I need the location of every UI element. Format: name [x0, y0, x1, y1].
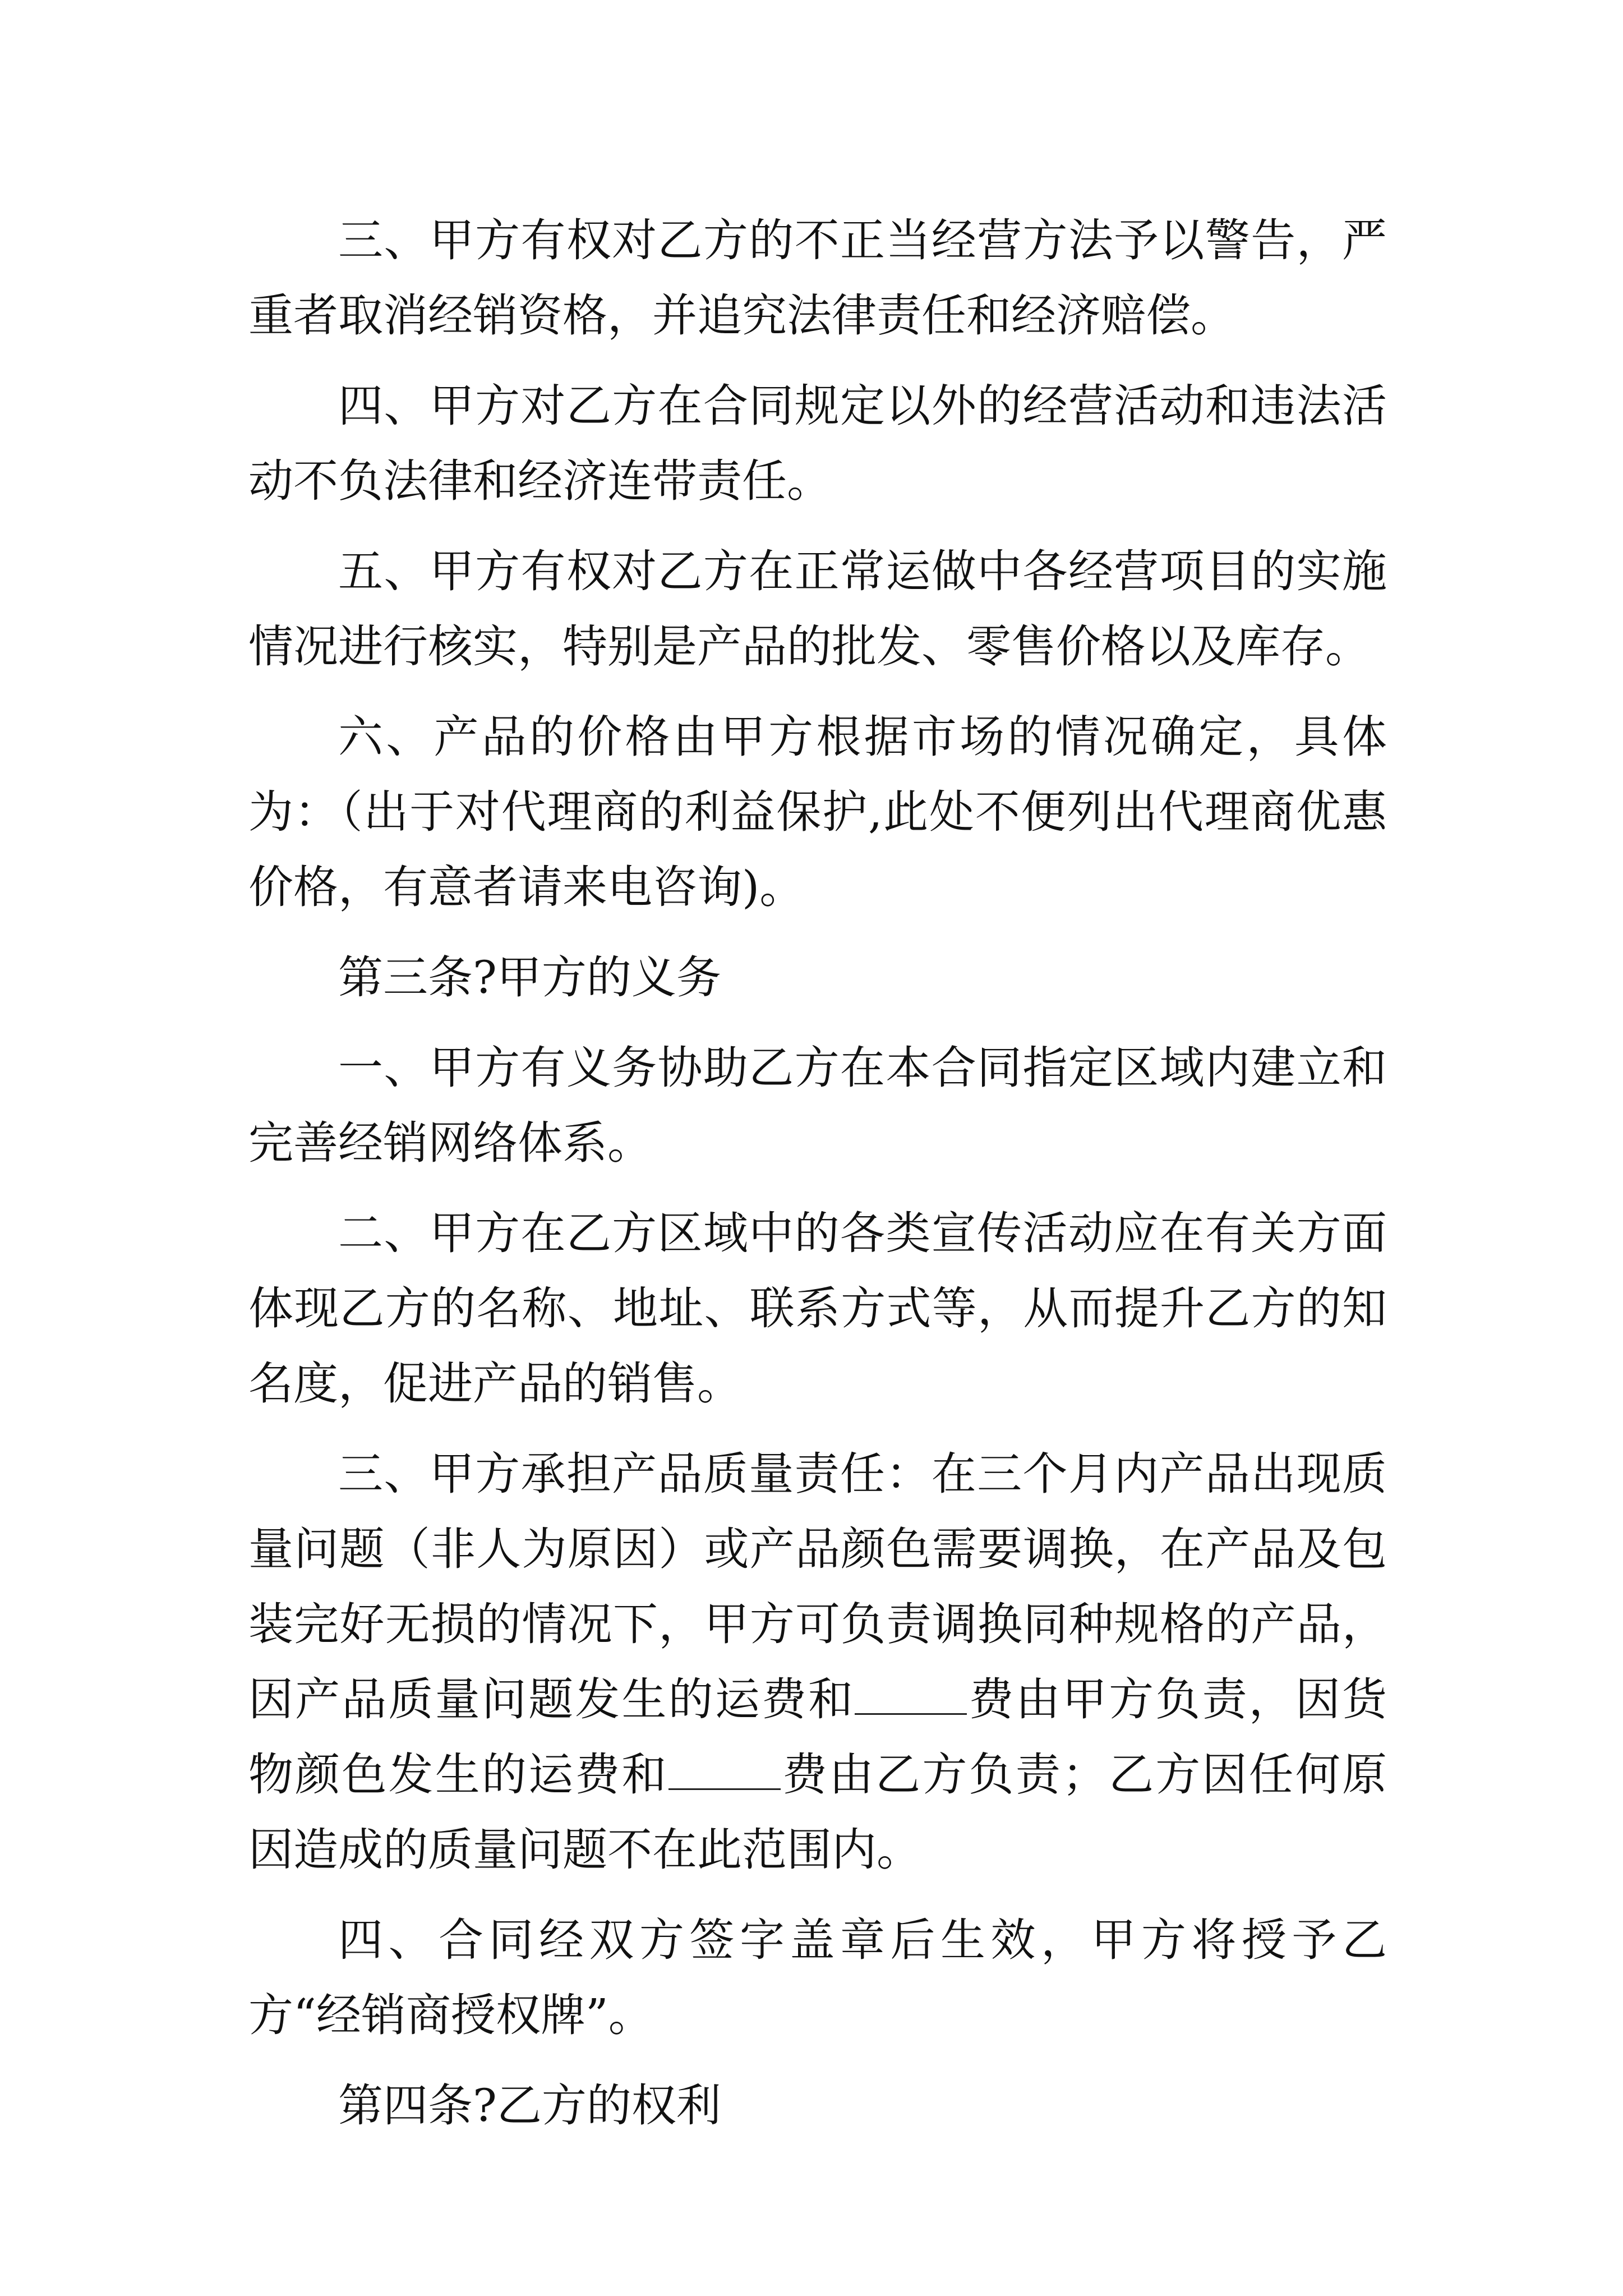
- article-4-heading: 第四条?乙方的权利: [338, 2079, 721, 2132]
- clause-6-pricing: 六、产品的价格由甲方根据市场的情况确定，具体为：（出于对代理商的利益保护,此处不便列出代理商优惠价格，有意者请来电咨询)。: [248, 711, 1387, 913]
- article-3-clause-3: [248, 1437, 1387, 1888]
- fill-in-blank-1[interactable]: [855, 1680, 967, 1715]
- document-body: [248, 203, 1387, 2159]
- clause-5-right-to-verify: 五、甲方有权对乙方在正常运做中各经营项目的实施情况进行核实，特别是产品的批发、零售价格以及库存。: [248, 545, 1387, 673]
- article-3-clause-4: 四、合同经双方签字盖章后生效，甲方将授予乙方“经销商授权牌”。: [248, 1914, 1387, 2041]
- clause-3-right-to-warn: 三、甲方有权对乙方的不正当经营方法予以警告，严重者取消经销资格，并追究法律责任和经济赔偿。: [248, 214, 1387, 342]
- clause-text-part-1: 三、甲方承担产品质量责任：在三个月内产品出现质量问题（非人为原因）或产品颜色需要调换，在产品及包装完好无损的情况下，甲方可负责调换同种规格的产品，因产品质量问题发生的运费和: [248, 1448, 1387, 1726]
- clause-text-part-3: 费由乙方负责；乙方因任何原因造成的质量问题不在此范围内。: [248, 1749, 1387, 1876]
- article-3-clause-2: 二、甲方在乙方区域中的各类宣传活动应在有关方面体现乙方的名称、地址、联系方式等，从而提升乙方的知名度，促进产品的销售。: [248, 1207, 1387, 1410]
- clause-4-no-joint-liability: 四、甲方对乙方在合同规定以外的经营活动和违法活动不负法律和经济连带责任。: [248, 380, 1387, 507]
- article-3-clause-1: 一、甲方有义务协助乙方在本合同指定区域内建立和完善经销网络体系。: [248, 1042, 1387, 1169]
- clause-text-part-2: 费由甲方负责，因货物颜色发生的运费和: [248, 1673, 1387, 1801]
- fill-in-blank-2[interactable]: [668, 1755, 781, 1790]
- article-3-heading: 第三条?甲方的义务: [338, 951, 721, 1004]
